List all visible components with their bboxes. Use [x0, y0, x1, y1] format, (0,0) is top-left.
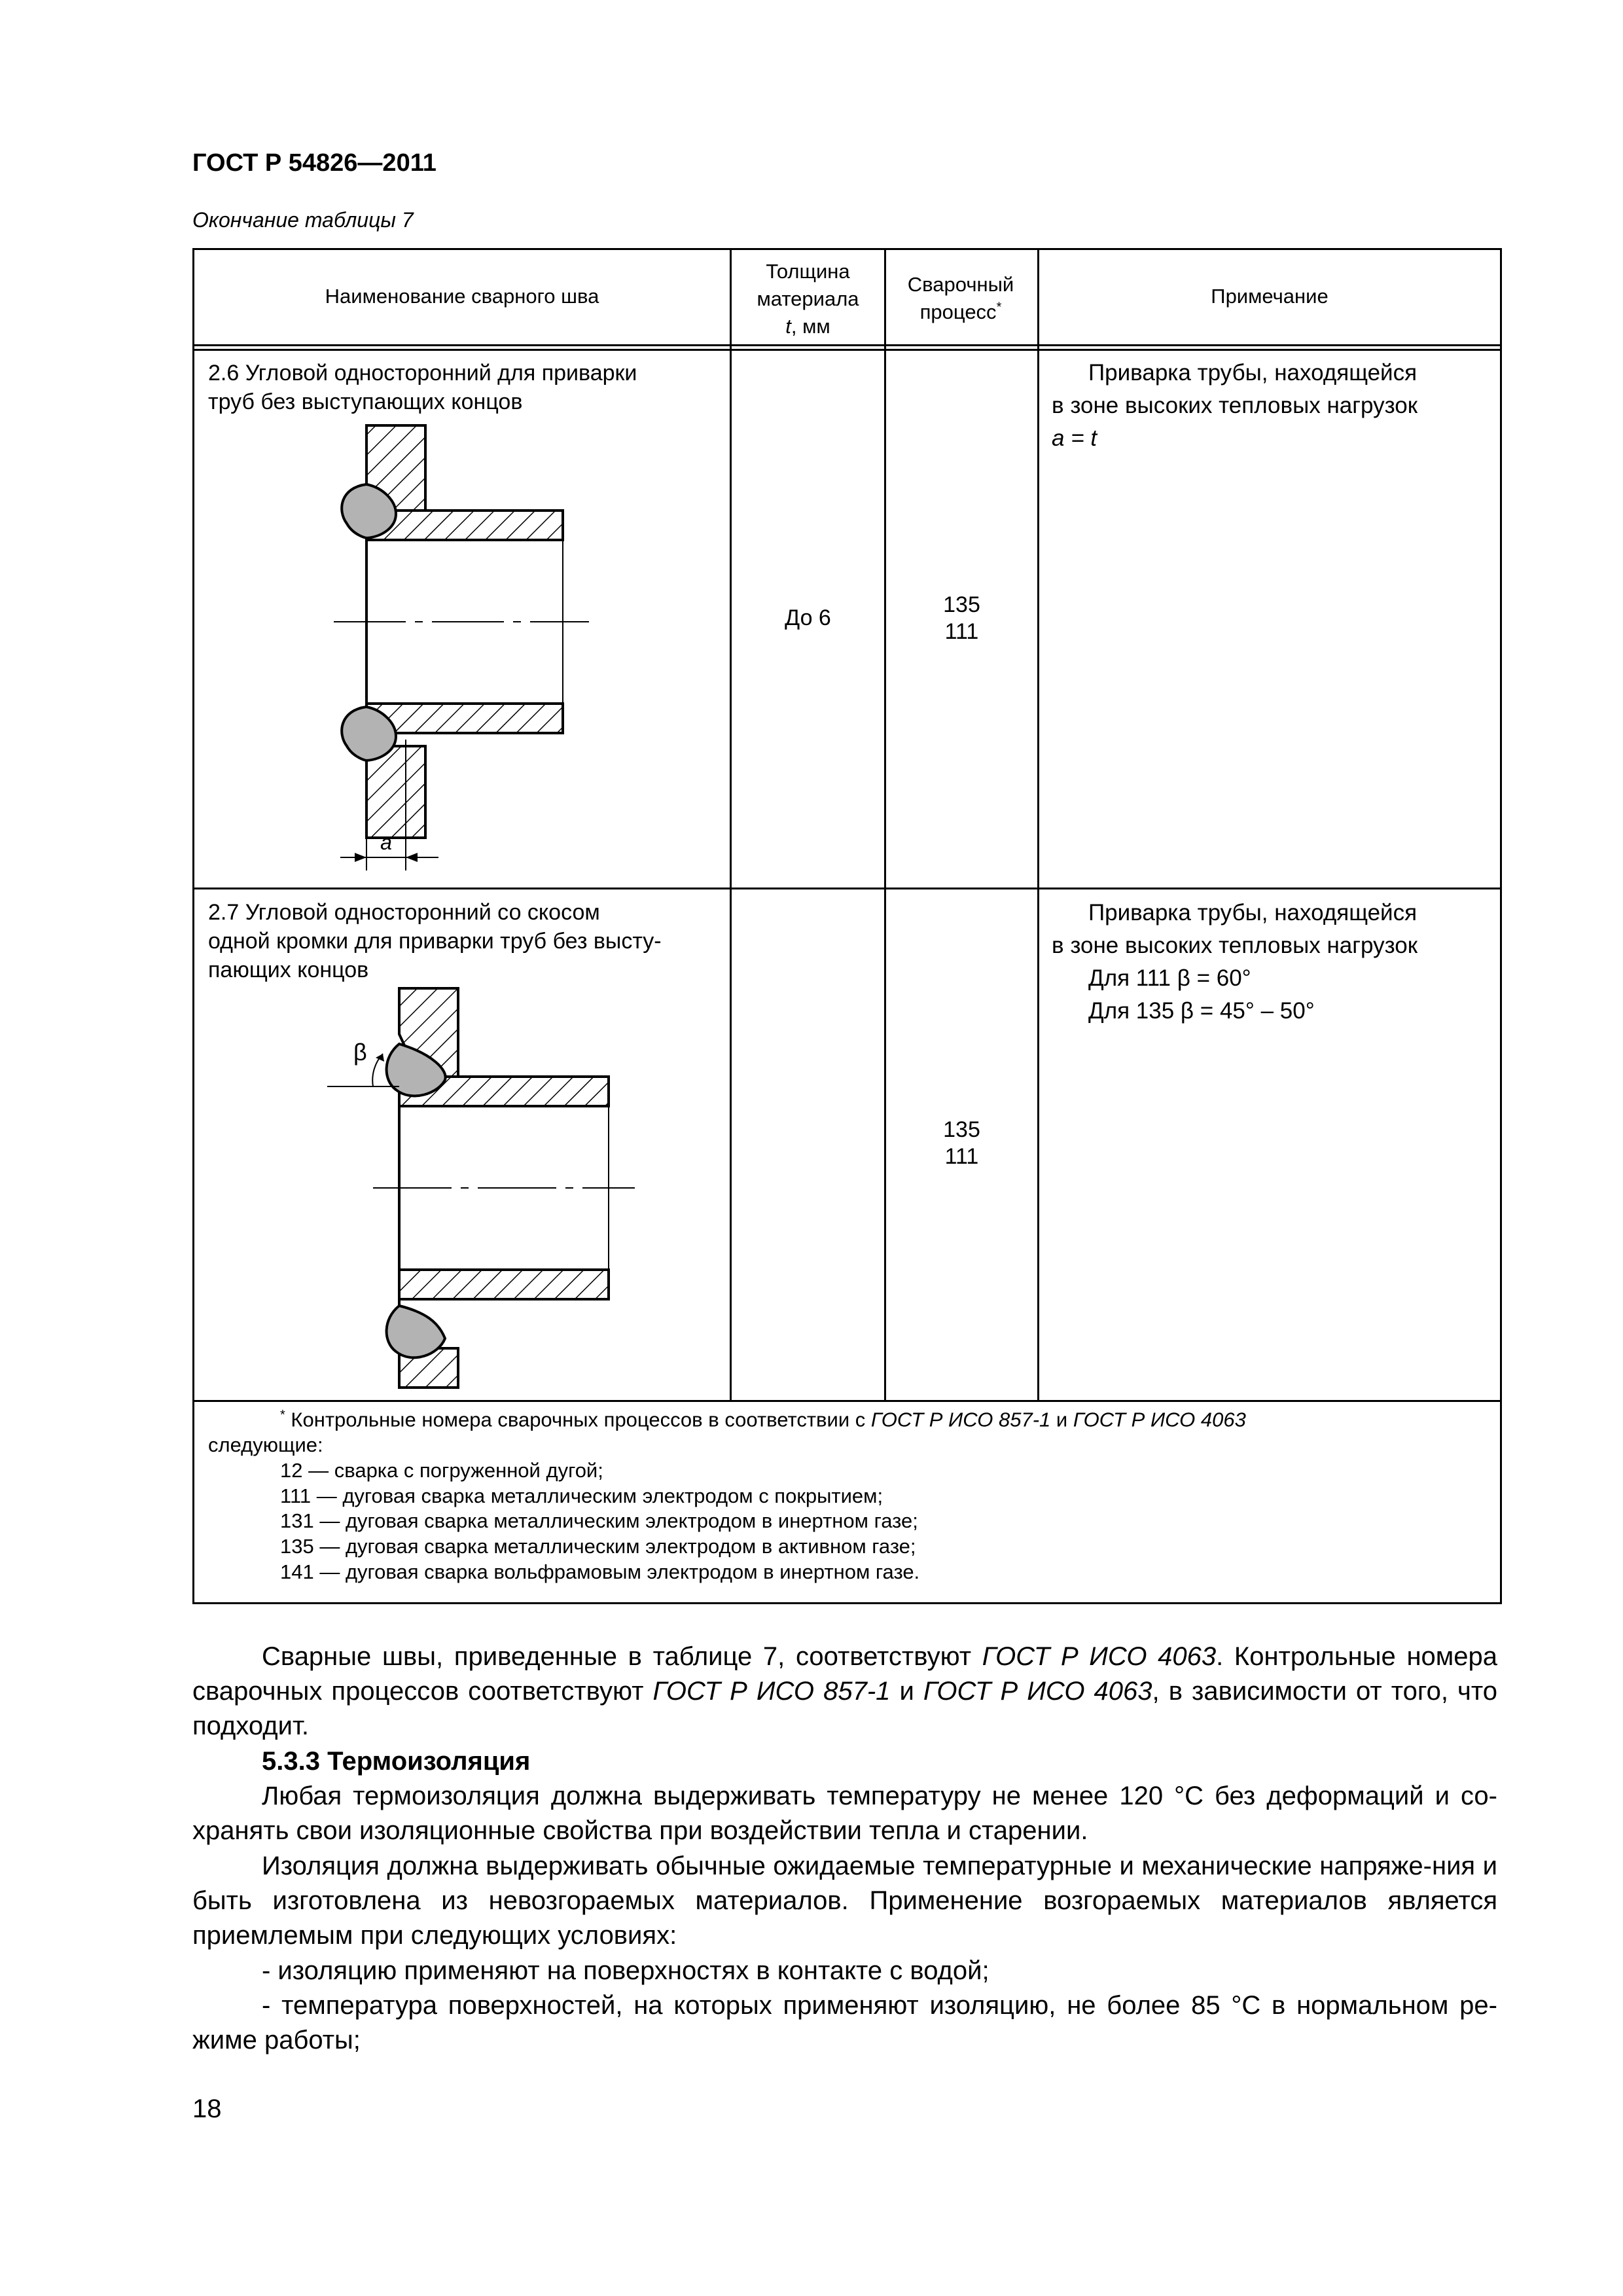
footnote-item: 111 — дуговая сварка металлическим электродом с покрытием; [280, 1484, 883, 1507]
document-code: ГОСТ Р 54826—2011 [192, 149, 437, 177]
row-2-6-title: 2.6 Угловой односторонний для приварки труб без выступающих концов [208, 361, 637, 415]
weld-diagram-2-6 [321, 419, 609, 877]
column-header-thickness: Толщина материала t, мм [757, 260, 859, 338]
row-2-7-title: 2.7 Угловой односторонний со скосом одной кромки для приварки труб без высту- пающих концов [208, 900, 662, 983]
paragraph-thermal-insulation: Любая термоизоляция должна выдерживать температуру не менее 120 °С без деформаций и со-хранять свои изоляционные свойства при воздействии тепла и старении. [192, 1782, 1497, 1846]
column-header-process: Сварочный процесс* [907, 273, 1014, 323]
page-number: 18 [192, 2094, 222, 2123]
dimension-label: a [380, 831, 392, 854]
row-2-6-process: 135 111 [943, 592, 980, 644]
table-caption: Окончание таблицы 7 [192, 208, 414, 232]
row-2-6-note: Приварка трубы, находящейся в зоне высоких тепловых нагрузок a = t [1052, 360, 1418, 452]
weld-diagram-2-7 [301, 982, 641, 1394]
footnote-item: 131 — дуговая сварка металлическим электродом в инертном газе; [280, 1509, 918, 1533]
footnote-item: 135 — дуговая сварка металлическим электродом в активном газе; [280, 1535, 916, 1558]
table-footnote: * Контрольные номера сварочных процессов в соответствии с ГОСТ Р ИСО 857-1 и ГОСТ Р ИСО 4063 следующие: 12 — сварка с погруженной дугой; 111 — дуговая сварка металлическим электродом с покрытием; 131 — дуговая сварка металлическим электродом в инертном газе; 135 — дуговая сварка металлическим электродом в активном газе; 141 — дуговая сварка вольфрамовым электродом в инертном газе. [208, 1407, 1491, 1585]
section-heading: 5.3.3 Термоизоляция [262, 1747, 531, 1776]
footnote-item: 141 — дуговая сварка вольфрамовым электродом в инертном газе. [280, 1560, 920, 1583]
list-item: - температура поверхностей, на которых применяют изоляцию, не более 85 °С в нормальном ре-жиме работы; [192, 1991, 1497, 2055]
footnote-item: 12 — сварка с погруженной дугой; [280, 1458, 603, 1482]
row-2-6-thickness: До 6 [785, 605, 831, 630]
row-2-7-process: 135 111 [943, 1117, 980, 1169]
paragraph-welds-reference: Сварные швы, приведенные в таблице 7, соответствуют ГОСТ Р ИСО 4063. Контрольные номера сварочных процессов соответствуют ГОСТ Р ИСО 857-1 и ГОСТ Р ИСО 4063, в зависимости от того, что подходит. [192, 1642, 1498, 1741]
column-header-note: Примечание [1211, 285, 1329, 308]
bevel-angle-label: β [353, 1039, 367, 1066]
paragraph-insulation-materials: Изоляция должна выдерживать обычные ожидаемые температурные и механические напряже-ния и быть изготовлена из невозгораемых материалов. Применение возгораемых материалов является приемлемым при следующих условиях: [192, 1852, 1497, 1950]
list-item: - изоляцию применяют на поверхностях в контакте с водой; [262, 1956, 990, 1985]
row-2-7-note: Приварка трубы, находящейся в зоне высоких тепловых нагрузок Для 111 β = 60° Для 135 β = 45° – 50° [1052, 900, 1418, 1024]
column-header-name: Наименование сварного шва [325, 285, 599, 308]
